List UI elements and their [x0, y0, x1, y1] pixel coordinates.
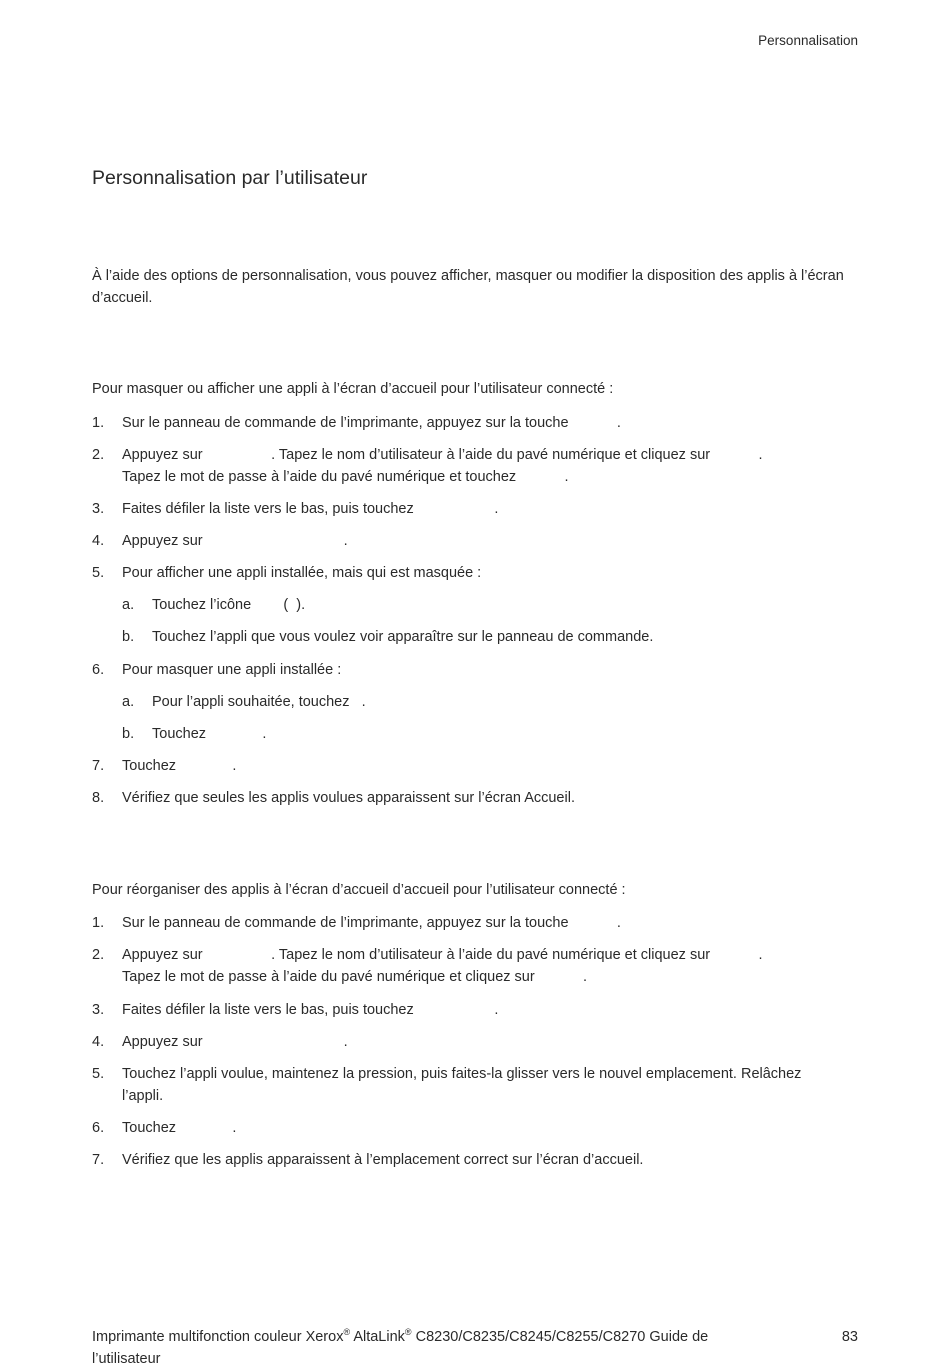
substep-letter: a. — [122, 597, 135, 613]
step-text: Appuyez sur . Tapez le nom d’utilisateur à l’aide du pavé numérique et cliquez sur . — [122, 447, 763, 463]
substep-letter: b. — [122, 629, 135, 645]
section2-lead: Pour réorganiser des applis à l’écran d’accueil d’accueil pour l’utilisateur connecté : — [92, 882, 626, 898]
step-number: 1. — [92, 915, 105, 931]
step-number: 2. — [92, 447, 105, 463]
step-text: Vérifiez que seules les applis voulues apparaissent sur l’écran Accueil. — [122, 790, 575, 806]
section1-lead: Pour masquer ou afficher une appli à l’écran d’accueil pour l’utilisateur connecté : — [92, 381, 614, 397]
step-text: Touchez l’appli voulue, maintenez la pression, puis faites-la glisser vers le nouvel emplacement. Relâchez — [122, 1066, 802, 1082]
step-text: Appuyez sur . Tapez le nom d’utilisateur à l’aide du pavé numérique et cliquez sur . — [122, 947, 763, 963]
substep-text: Touchez l’appli que vous voulez voir apparaître sur le panneau de commande. — [152, 629, 654, 645]
step-text: Faites défiler la liste vers le bas, puis touchez . — [122, 501, 499, 517]
page-number: 83 — [841, 1329, 858, 1345]
step-text: Sur le panneau de commande de l’imprimante, appuyez sur la touche . — [122, 915, 621, 931]
step-number: 6. — [92, 1120, 105, 1136]
substep-text: Pour l’appli souhaitée, touchez . — [152, 694, 366, 710]
page-title: Personnalisation par l’utilisateur — [92, 167, 368, 189]
footer-text: AltaLink — [350, 1329, 405, 1345]
step-text-continued: l’appli. — [122, 1088, 164, 1104]
step-text: Appuyez sur . — [122, 1034, 348, 1050]
substep-letter: b. — [122, 726, 135, 742]
step-number: 2. — [92, 947, 105, 963]
step-text: Pour masquer une appli installée : — [122, 662, 342, 678]
step-text: Vérifiez que les applis apparaissent à l’emplacement correct sur l’écran d’accueil. — [122, 1152, 644, 1168]
substep-letter: a. — [122, 694, 135, 710]
substep-text: Touchez l’icône ( ). — [152, 597, 306, 613]
step-text: Faites défiler la liste vers le bas, puis touchez . — [122, 1002, 499, 1018]
step-text: Touchez . — [122, 1120, 237, 1136]
step-text: Touchez . — [122, 758, 237, 774]
step-number: 5. — [92, 565, 105, 581]
step-text-continued: Tapez le mot de passe à l’aide du pavé numérique et cliquez sur . — [122, 969, 588, 985]
step-number: 4. — [92, 1034, 105, 1050]
step-number: 3. — [92, 501, 105, 517]
step-text: Appuyez sur . — [122, 533, 348, 549]
step-number: 1. — [92, 415, 105, 431]
step-number: 5. — [92, 1066, 105, 1082]
step-number: 7. — [92, 1152, 105, 1168]
footer-text: l’utilisateur — [92, 1351, 161, 1367]
step-number: 8. — [92, 790, 105, 806]
registered-mark: ® — [343, 1327, 351, 1338]
step-number: 7. — [92, 758, 105, 774]
step-number: 3. — [92, 1002, 105, 1018]
footer-text: C8230/C8235/C8245/C8255/C8270 Guide de — [411, 1329, 709, 1345]
step-text-continued: Tapez le mot de passe à l’aide du pavé numérique et touchez . — [122, 469, 569, 485]
step-text: Sur le panneau de commande de l’imprimante, appuyez sur la touche . — [122, 415, 621, 431]
substep-text: Touchez . — [152, 726, 267, 742]
footer-document-title — [92, 1326, 782, 1370]
running-header: Personnalisation — [758, 33, 858, 48]
step-number: 4. — [92, 533, 105, 549]
step-text: Pour afficher une appli installée, mais qui est masquée : — [122, 565, 482, 581]
footer-text: Imprimante multifonction couleur Xerox — [92, 1329, 344, 1345]
registered-mark: ® — [404, 1327, 412, 1338]
intro-paragraph: À l’aide des options de personnalisation, vous pouvez afficher, masquer ou modifier la disposition des applis à l’écran d’accueil. — [92, 268, 844, 306]
step-number: 6. — [92, 662, 105, 678]
